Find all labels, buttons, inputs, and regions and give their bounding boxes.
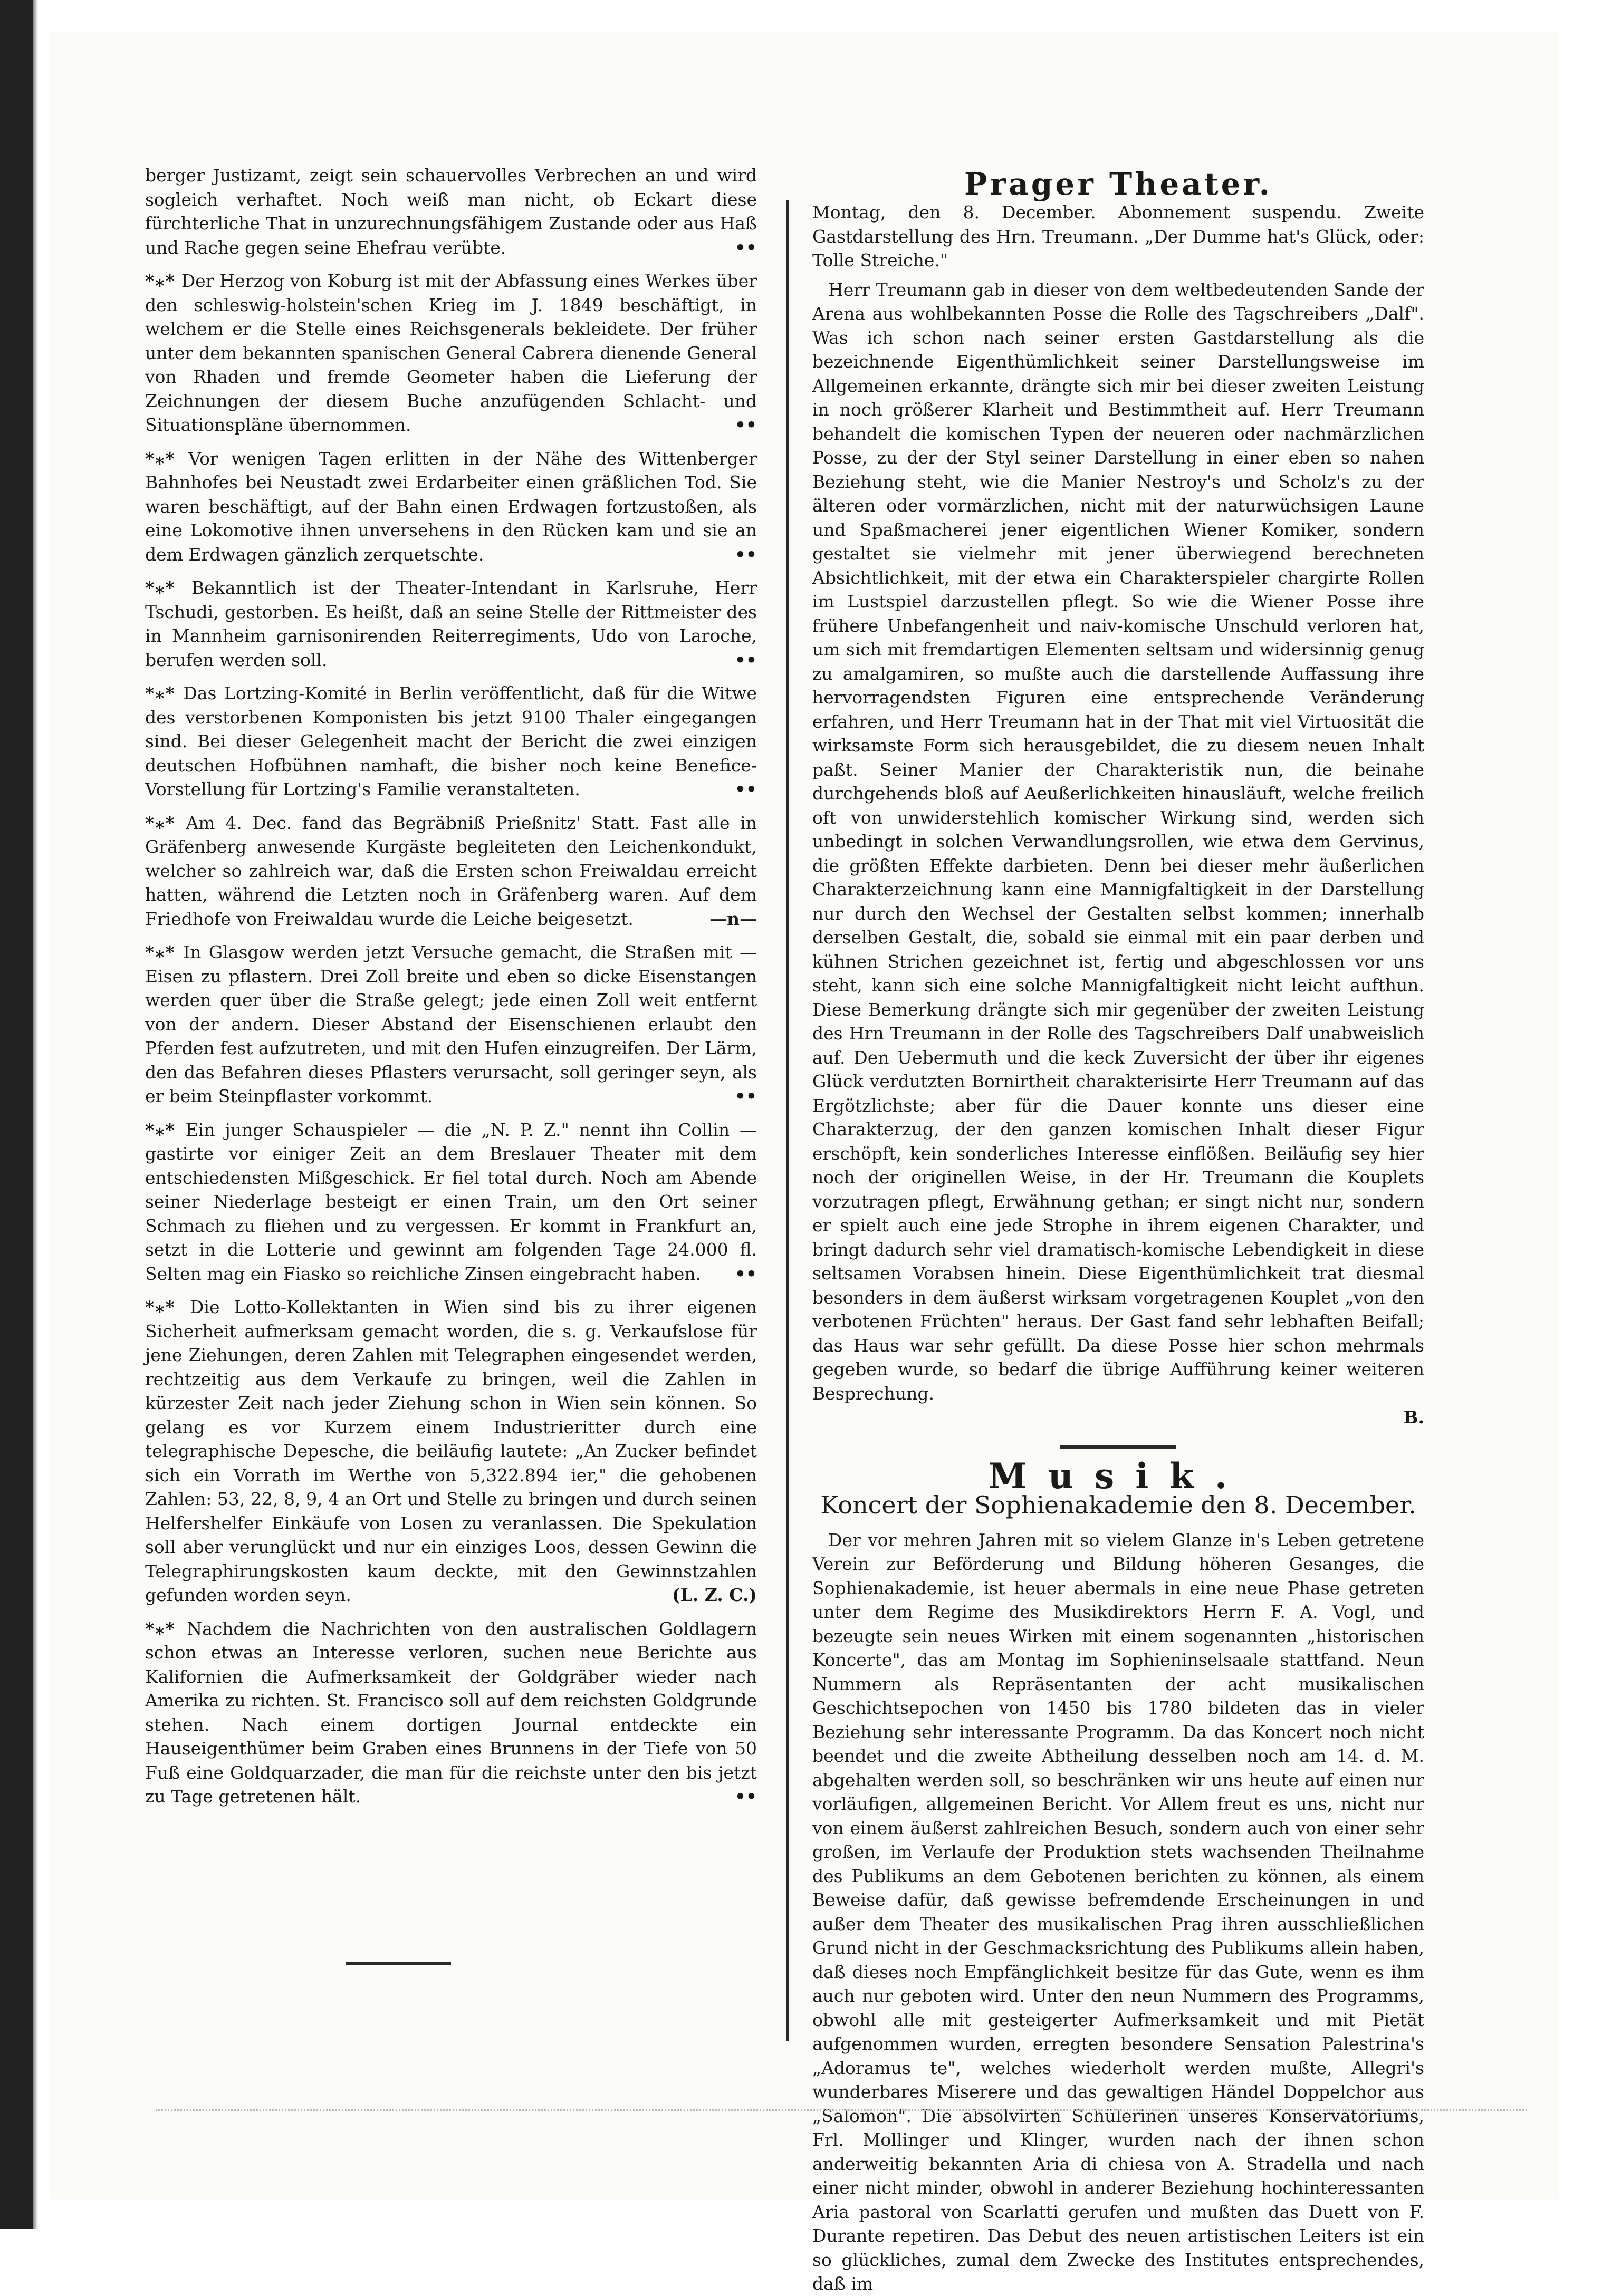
item-mark: (L. Z. C.)	[672, 1585, 757, 1605]
scan-noise	[156, 2109, 1527, 2113]
news-item	[145, 269, 757, 437]
theater-review: Herr Treumann gab in dieser von dem weltbedeutenden Sande der Arena aus wohlbekannten Posse die Rolle des Tagschreibers „Dalf". Was ich schon nach seiner ersten Gastdarstellung als die bezeichnende Eigenthümlichkeit seiner Darstellungsweise im Allgemeinen erkannte, drängte sich mir bei dieser zweiten Leistung in noch größerer Klarheit und Bestimmtheit auf. Herr Treumann behandelt die komischen Typen der neueren oder nachmärzlichen Posse, zu der der Styl seiner Darstellung in einer eben so nahen Beziehung steht, wie die Manier Nestroy's und Scholz's zu der älteren oder vormärzlichen, nicht mit der naturwüchsigen Laune und Spaßmacherei jener eigentlichen Wiener Komiker, sondern gestaltet sie vielmehr mit jener überwiegend berechneten Absichtlichkeit, mit der etwa ein Charakterspieler chargirte Rollen im Lustspiel darzustellen pflegt. So wie die Wiener Posse ihre frühere Unbefangenheit und naiv-komische Unschuld verloren hat, um sich mit fremdartigen Elementen seltsam und widersinnig genug zu amalgamiren, so mußte auch die darstellende Auffassung ihre hervorragendsten Figuren eine entsprechende Veränderung erfahren, und Herr Treumann hat in der That mit viel Virtuosität die wirksamste Form sich herausgebildet, die zu diesem neuen Inhalt paßt. Seiner Manier der Charakteristik nun, die beinahe durchgehends bloß auf Aeußerlichkeiten hinausläuft, welche freilich oft von unwiderstehlich komischer Wirkung sind, werden sich unbedingt in solchen Verwandlungsrollen, wie etwa dem Gervinus, die größten Effekte darbieten. Denn bei dieser mehr äußerlichen Charakterzeichnung kann eine Mannigfaltigkeit in der Darstellung nur durch den Wechsel der Gestalten selbst kommen; innerhalb derselben Gestalt, die, sobald sie einmal mit ein paar derben und kühnen Strichen gezeichnet ist, fertig und abgeschlossen vor uns steht, kann sich eine solche Mannigfaltigkeit nicht leicht aufthun. Diese Bemerkung drängte sich mir gegenüber der zweiten Leistung des Hrn Treumann in der Rolle des Tagschreibers Dalf unabweislich auf. Den Uebermuth und die keck Zuversicht der über ihr eigenes Glück verdutzten Bornirtheit charakterisirte Herr Treumann auf das Ergötzlichste; aber für die Dauer konnte uns dieser eine Charakterzug, der den ganzen komischen Inhalt dieser Figur erschöpft, kein sonderliches Interesse einflößen. Beiläufig sey hier noch der originellen Weise, in der Hr. Treumann die Kouplets vorzutragen pflegt, Erwähnung gethan; er singt nicht nur, sondern er spielt auch eine jede Strophe in ihrem eigenen Charakter, und bringt dadurch sehr viel dramatisch-komische Lebendigkeit in diese seltsamen Vorabsen hinein. Diese Eigenthümlichkeit trat diesmal besonders in dem äußerst wirksam vorgetragenen Kouplet „von den verbotenen Früchten" heraus. Der Gast fand sehr lebhaften Beifall; das Haus war sehr gefüllt. Da diese Posse hier schon mehrmals gegeben wurde, so bedarf die übrige Aufführung keiner weiteren Besprechung.	[812, 279, 1424, 1404]
item-text: berger Justizamt, zeigt sein schauervolles Verbrechen an und wird sogleich verhaftet. Noch weiß man nicht, ob Eckart diese fürchterliche That in unzurechnungsfähigem Zustande oder aus Haß und Rache gegen seine Ehefrau verübte.	[145, 165, 757, 258]
asterism: *⁎*	[145, 812, 176, 833]
news-item	[145, 811, 757, 931]
item-mark: ••	[734, 1086, 757, 1106]
item-mark: ••	[734, 414, 757, 435]
asterism: *⁎*	[145, 577, 176, 598]
asterism: *⁎*	[145, 942, 176, 962]
asterism: *⁎*	[145, 683, 176, 703]
item-mark: ••	[734, 779, 757, 799]
item-text: Bekanntlich ist der Theater-Intendant in Karlsruhe, Herr Tschudi, gestorben. Es heißt, daß an seine Stelle der Rittmeister des in Mannheim garnisonirenden Reiterregiments, Udo von Laroche, berufen werden soll.	[145, 577, 757, 670]
news-item	[145, 447, 757, 567]
theater-signature: B.	[1403, 1407, 1424, 1427]
news-item	[145, 1118, 757, 1286]
news-item	[145, 940, 757, 1108]
koncert-subheading: Koncert der Sophienakademie den 8. December.	[820, 1491, 1416, 1519]
item-mark: ••	[734, 1263, 757, 1284]
news-item	[145, 576, 757, 672]
item-text: Das Lortzing-Komité in Berlin veröffentlicht, daß für die Witwe des verstorbenen Komponisten bis jetzt 9100 Thaler eingegangen sind. Bei dieser Gelegenheit macht der Bericht die zwei einzigen deutschen Hofbühnen namhaft, die bisher noch keine Benefice-Vorstellung für Lortzing's Familie veranstalteten.	[145, 683, 757, 799]
item-text: Die Lotto-Kollektanten in Wien sind bis zu ihrer eigenen Sicherheit aufmerksam gemacht worden, die s. g. Verkaufslose für jene Ziehungen, deren Zahlen mit Telegraphen eingesendet werden, rechtzeitig aus dem Verkaufe zu bringen, weil die Zahlen in kürzester Zeit nach jeder Ziehung schon in Wien sein können. So gelang es vor Kurzem einem Industrieritter durch eine telegraphische Depesche, die beiläufig lautete: „An Zucker befindet sich ein Vorrath im Werthe von 5,322.894 ier," die gehobenen Zahlen: 53, 22, 8, 9, 4 an Ort und Stelle zu bringen und durch seinen Helfershelfer Einkäufe von Losen zu veranlassen. Die Spekulation soll aber verunglückt und nur ein einziges Loos, dessen Gewinn die Telegraphirungskosten kaum deckte, mit den Gewinnstzahlen gefunden worden seyn.	[145, 1297, 757, 1605]
asterism: *⁎*	[145, 271, 176, 291]
newspaper-page	[50, 32, 1559, 2294]
news-item	[145, 163, 757, 259]
scan-edge	[0, 0, 33, 2229]
theater-intro: Montag, den 8. December. Abonnement suspendu. Zweite Gastdarstellung des Hrn. Treumann. „Der Dumme hat's Glück, oder: Tolle Streiche."	[812, 202, 1424, 271]
left-column	[145, 163, 757, 1818]
asterism: *⁎*	[145, 1297, 176, 1317]
section-divider	[1060, 1445, 1176, 1449]
item-text: In Glasgow werden jetzt Versuche gemacht, die Straßen mit — Eisen zu pflastern. Drei Zoll breite und eben so dicke Eisenstangen werden quer über die Straße gelegt; jede einen Zoll weit entfernt von der andern. Dieser Abstand der Eisenschienen erlaubt den Pferden fest aufzutreten, und mit den Hufen einzugreifen. Der Lärm, den das Befahren dieses Pflasters verursacht, soll geringer seyn, als er beim Steinpflaster vorkommt.	[145, 942, 757, 1106]
news-item	[145, 1295, 757, 1607]
asterism: *⁎*	[145, 1119, 176, 1140]
right-column	[812, 200, 1424, 2296]
musik-review: Der vor mehren Jahren mit so vielem Glanze in's Leben getretene Verein zur Beförderung und Bildung höheren Gesanges, die Sophienakademie, ist heuer abermals in eine neue Phase getreten unter dem Regime des Musikdirektors Herrn F. A. Vogl, und bezeugte sein neues Wirken mit einem sogenannten „historischen Koncerte", das am Montag im Sophieninselsaale stattfand. Neun Nummern als Repräsentanten der acht musikalischen Geschichtsepochen von 1450 bis 1780 bildeten das in vieler Beziehung sehr interessante Programm. Da das Koncert noch nicht beendet und die zweite Abtheilung desselben noch am 14. d. M. abgehalten werden soll, so beschränken wir uns heute auf einen nur vorläufigen, allgemeinen Bericht. Vor Allem freut es uns, nicht nur von einem äußerst zahlreichen Besuch, sondern auch von einer sehr großen, im Verlaufe der Produktion stets wachsenden Theilnahme des Publikums an dem Gebotenen berichten zu können, als einem Beweise dafür, daß gewisse befremdende Erscheinungen in und außer dem Theater des musikalischen Prag ihren ausschließlichen Grund nicht in der Geschmacksrichtung des Publikums allein haben, daß dieses noch Empfänglichkeit besitze für das Gute, wenn es ihm auch nur geboten wird. Unter den neun Nummern des Programms, obwohl alle mit gesteigerter Aufmerksamkeit und mit Pietät aufgenommen wurden, erregten besondere Sensation Palestrina's „Adoramus te", welches wiederholt werden mußte, Allegri's wunderbares Miserere und das gewaltigen Händel Doppelchor aus „Salomon". Die absolvirten Schülerinen unseres Konservatoriums, Frl. Mollinger und Klinger, wurden nach der ihnen schon anderweitig bekannten Aria di chiesa von A. Stradella und nach einer nicht minder, obwohl in anderer Beziehung hochinteressanten Aria pastoral von Scarlatti gerufen und mußten das Duett von F. Durante repetiren. Das Debut des neuen artistischen Leiters ist ein so glückliches, zumal dem Zwecke des Institutes entsprechendes, daß im	[812, 1529, 1424, 2294]
item-mark: ••	[734, 649, 757, 670]
section-divider	[346, 1962, 451, 1965]
item-mark: —n—	[709, 908, 757, 929]
item-mark: ••	[734, 237, 757, 258]
asterism: *⁎*	[145, 1618, 176, 1639]
item-text: Nachdem die Nachrichten von den australischen Goldlagern schon etwas an Interesse verloren, suchen neue Berichte aus Kalifornien die Aufmerksamkeit der Goldgräber wieder nach Amerika zu richten. St. Francisco soll auf dem reichsten Goldgrunde stehen. Nach einem dortigen Journal entdeckte ein Hauseigenthümer beim Graben eines Brunnens in der Tiefe von 50 Fuß eine Goldquarzader, die man für die reichste unter den bis jetzt zu Tage getretenen hält.	[145, 1618, 757, 1807]
musik-heading: Musik.	[989, 1455, 1248, 1497]
item-text: Am 4. Dec. fand das Begräbniß Prießnitz' Statt. Fast alle in Gräfenberg anwesende Kurgäste begleiteten den Leichenkondukt, welcher so zahlreich war, daß die Ersten schon Freiwaldau erreicht hatten, während die Letzten noch in Gräfenberg waren. Auf dem Friedhofe von Freiwaldau wurde die Leiche beigesetzt.	[145, 812, 757, 929]
item-mark: ••	[734, 1786, 757, 1807]
item-text: Der Herzog von Koburg ist mit der Abfassung eines Werkes über den schleswig-holstein'schen Krieg im J. 1849 beschäftigt, in welchem er die Stelle eines Reichsgenerals bekleidete. Der früher unter dem bekannten spanischen General Cabrera dienende General von Rhaden und fremde Geometer haben die Lieferung der Zeichnungen der diesem Buche anzufügenden Schlacht- und Situationspläne übernommen.	[145, 271, 757, 435]
news-item	[145, 1617, 757, 1809]
asterism: *⁎*	[145, 448, 176, 469]
item-text: Vor wenigen Tagen erlitten in der Nähe des Wittenberger Bahnhofes bei Neustadt zwei Erdarbeiter einen gräßlichen Tod. Sie waren beschäftigt, auf der Bahn einen Erdwagen fortzustoßen, als eine Lokomotive ihnen unversehens in den Rücken kam und sie an dem Erdwagen gänzlich zerquetschte.	[145, 448, 757, 565]
column-rule	[786, 200, 789, 2041]
item-mark: ••	[734, 544, 757, 565]
news-item	[145, 681, 757, 802]
item-text: Ein junger Schauspieler — die „N. P. Z." nennt ihn Collin — gastirte vor einiger Zeit an dem Breslauer Theater mit dem entschiedensten Mißgeschick. Er fiel total durch. Noch am Abende seiner Niederlage besteigt er einen Train, um den Ort seiner Schmach zu fliehen und zu vergessen. Er kommt in Frankfurt an, setzt in die Lotterie und gewinnt am folgenden Tage 24.000 fl. Selten mag ein Fiasko so reichliche Zinsen eingebracht haben.	[145, 1119, 757, 1284]
theater-heading: Prager Theater.	[964, 166, 1272, 202]
